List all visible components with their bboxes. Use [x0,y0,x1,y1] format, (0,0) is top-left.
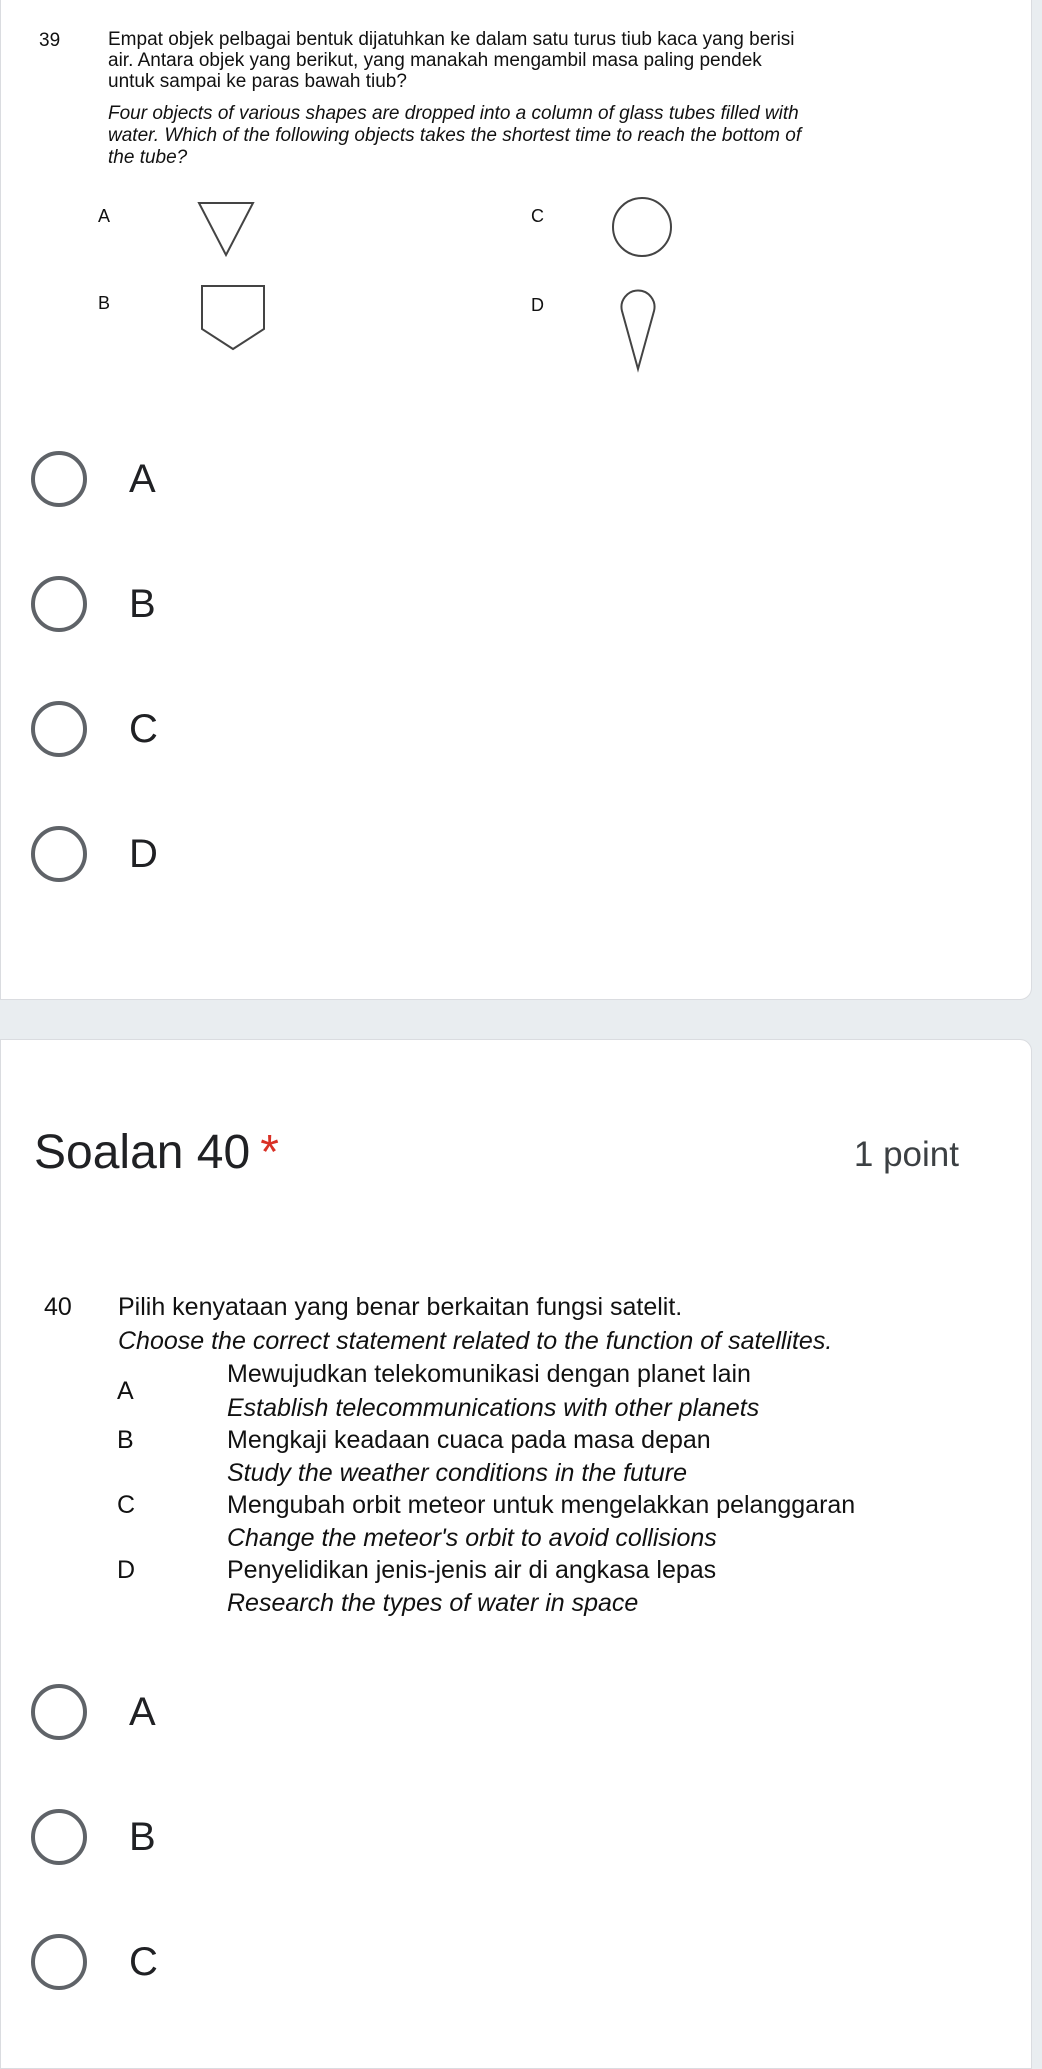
question-title-text: Soalan 40 [34,1126,251,1179]
option-label: C [129,1939,158,1984]
choice-text-ms: Penyelidikan jenis-jenis air di angkasa lepas [227,1556,717,1584]
question-text-ms: air. Antara objek yang berikut, yang manakah mengambil masa paling pendek [108,50,762,71]
choice-letter: B [117,1426,134,1454]
question-text-en: Four objects of various shapes are dropped into a column of glass tubes filled with [108,103,799,124]
radio-button[interactable] [31,1934,87,1990]
question-stem-ms: Pilih kenyataan yang benar berkaitan fungsi satelit. [118,1293,683,1321]
option-b[interactable] [31,569,731,639]
question-stem-en: Choose the correct statement related to the function of satellites. [118,1327,833,1355]
option-label: B [129,581,156,626]
choice-text-en: Establish telecommunications with other planets [227,1394,760,1422]
question-text-en: the tube? [108,147,188,168]
choice-text-en: Research the types of water in space [227,1589,639,1617]
inverted-triangle-icon [196,200,256,260]
shape-label-b: B [98,293,111,313]
option-label: B [129,1814,156,1859]
question-number: 40 [44,1293,72,1321]
pentagon-shield-icon [199,283,267,351]
points-label: 1 point [853,1135,959,1174]
option-label: C [129,706,158,751]
choice-letter: C [117,1491,136,1519]
radio-button[interactable] [31,1684,87,1740]
choice-letter: D [117,1556,136,1584]
choice-text-ms: Mewujudkan telekomunikasi dengan planet lain [227,1360,751,1388]
shape-label-d: D [531,295,544,315]
radio-button[interactable] [31,701,87,757]
question-number: 39 [39,30,61,51]
choice-text-en: Change the meteor's orbit to avoid collisions [227,1524,717,1552]
option-label: D [129,831,158,876]
option-label: A [129,456,156,501]
required-mark: * [260,1126,279,1179]
question-text-ms: untuk sampai ke paras bawah tiub? [108,71,407,92]
choice-text-ms: Mengkaji keadaan cuaca pada masa depan [227,1426,711,1454]
shape-label-a: A [98,206,111,226]
option-c[interactable] [31,694,731,764]
option-a[interactable] [31,1677,731,1747]
option-c[interactable] [31,1927,731,1997]
teardrop-icon [618,285,658,371]
choice-text-en: Study the weather conditions in the future [227,1459,688,1487]
option-b[interactable] [31,1802,731,1872]
question-text-ms: Empat objek pelbagai bentuk dijatuhkan ke dalam satu turus tiub kaca yang berisi [108,29,795,50]
question-39-card [0,0,1032,1000]
circle-icon [610,195,674,259]
radio-button[interactable] [31,576,87,632]
option-label: A [129,1689,156,1734]
question-40-card [0,1039,1032,2069]
question-text-en: water. Which of the following objects takes the shortest time to reach the bottom of [108,125,802,146]
radio-button[interactable] [31,826,87,882]
option-a[interactable] [31,444,731,514]
radio-button[interactable] [31,451,87,507]
question-title [34,1125,279,1180]
radio-button[interactable] [31,1809,87,1865]
choice-text-ms: Mengubah orbit meteor untuk mengelakkan pelanggaran [227,1491,856,1519]
choice-letter: A [117,1377,134,1405]
option-d[interactable] [31,819,731,889]
shape-label-c: C [531,206,544,226]
